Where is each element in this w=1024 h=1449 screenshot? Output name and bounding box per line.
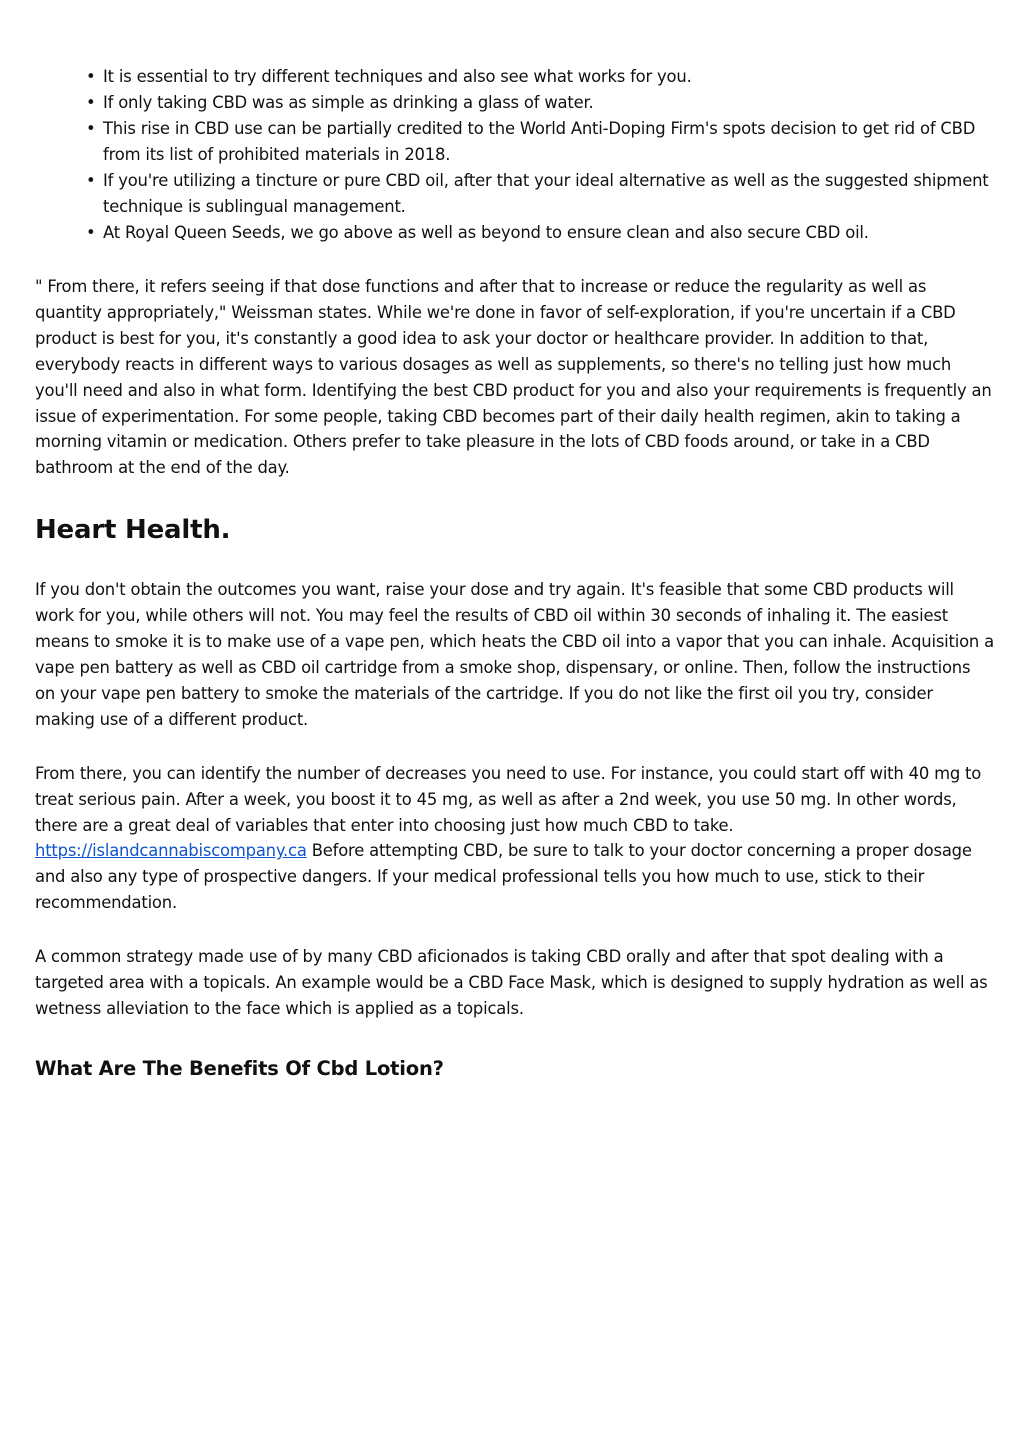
list-item	[86, 220, 995, 246]
bullet-icon: •	[86, 67, 96, 86]
list-item-text: This rise in CBD use can be partially credited to the World Anti-Doping Firm's spots decision to get rid of CBD from its list of prohibited materials in 2018.	[103, 119, 976, 164]
bullet-icon: •	[86, 223, 96, 242]
list-item	[86, 168, 995, 220]
bullet-list	[35, 64, 995, 246]
paragraph-dosage-steps	[35, 761, 995, 916]
list-item-text: It is essential to try different techniques and also see what works for you.	[103, 67, 692, 86]
list-item-text: If only taking CBD was as simple as drinking a glass of water.	[103, 93, 594, 112]
external-link[interactable]: https://islandcannabiscompany.ca	[35, 841, 307, 861]
list-item	[86, 64, 995, 90]
list-item-text: If you're utilizing a tincture or pure CBD oil, after that your ideal alternative as well as the suggested shipment technique is sublingual management.	[103, 171, 989, 216]
paragraph-text-before-link: From there, you can identify the number of decreases you need to use. For instance, you could start off with 40 mg to treat serious pain. After a week, you boost it to 45 mg, as well as after a 2nd week, you use 50 mg. In other words, there are a great deal of variables that enter into choosing just how much CBD to take.	[35, 763, 982, 835]
section-heading-heart-health: Heart Health.	[35, 515, 231, 546]
paragraph-dosage-intro: " From there, it refers seeing if that dose functions and after that to increase or reduce the regularity as well as quantity appropriately," Weissman states. While we're done in favor of self-exploration, if you're uncertain if a CBD product is best for you, it's constantly a good idea to ask your doctor or healthcare provider. In addition to that, everybody reacts in different ways to various dosages as well as supplements, so there's no telling just how much you'll need and also in what form. Identifying the best CBD product for you and also your requirements is frequently an issue of experimentation. For some people, taking CBD becomes part of their daily health regimen, akin to taking a morning vitamin or medication. Others prefer to take pleasure in the lots of CBD foods around, or take in a CBD bathroom at the end of the day.	[35, 277, 992, 478]
document-body	[35, 64, 995, 1083]
bullet-icon: •	[86, 171, 96, 190]
list-item	[86, 90, 995, 116]
paragraph-vape: If you don't obtain the outcomes you want, raise your dose and try again. It's feasible that some CBD products will work for you, while others will not. You may feel the results of CBD oil within 30 seconds of inhaling it. The easiest means to smoke it is to make use of a vape pen, which heats the CBD oil into a vapor that you can inhale. Acquisition a vape pen battery as well as CBD oil cartridge from a smoke shop, dispensary, or online. Then, follow the instructions on your vape pen battery to smoke the materials of the cartridge. If you do not like the first oil you try, consider making use of a different product.	[35, 580, 994, 729]
section-heading-cbd-lotion: What Are The Benefits Of Cbd Lotion?	[35, 1056, 444, 1080]
paragraph-topicals: A common strategy made use of by many CBD aficionados is taking CBD orally and after that spot dealing with a targeted area with a topicals. An example would be a CBD Face Mask, which is designed to supply hydration as well as wetness alleviation to the face which is applied as a topicals.	[35, 947, 988, 1018]
paragraph-text-after-link: Before attempting CBD, be sure to talk to your doctor concerning a proper dosage and also any type of prospective dangers. If your medical professional tells you how much to use, stick to their recommendation.	[35, 841, 972, 913]
list-item	[86, 116, 995, 168]
bullet-icon: •	[86, 119, 96, 138]
bullet-icon: •	[86, 93, 96, 112]
list-item-text: At Royal Queen Seeds, we go above as well as beyond to ensure clean and also secure CBD oil.	[103, 223, 869, 242]
